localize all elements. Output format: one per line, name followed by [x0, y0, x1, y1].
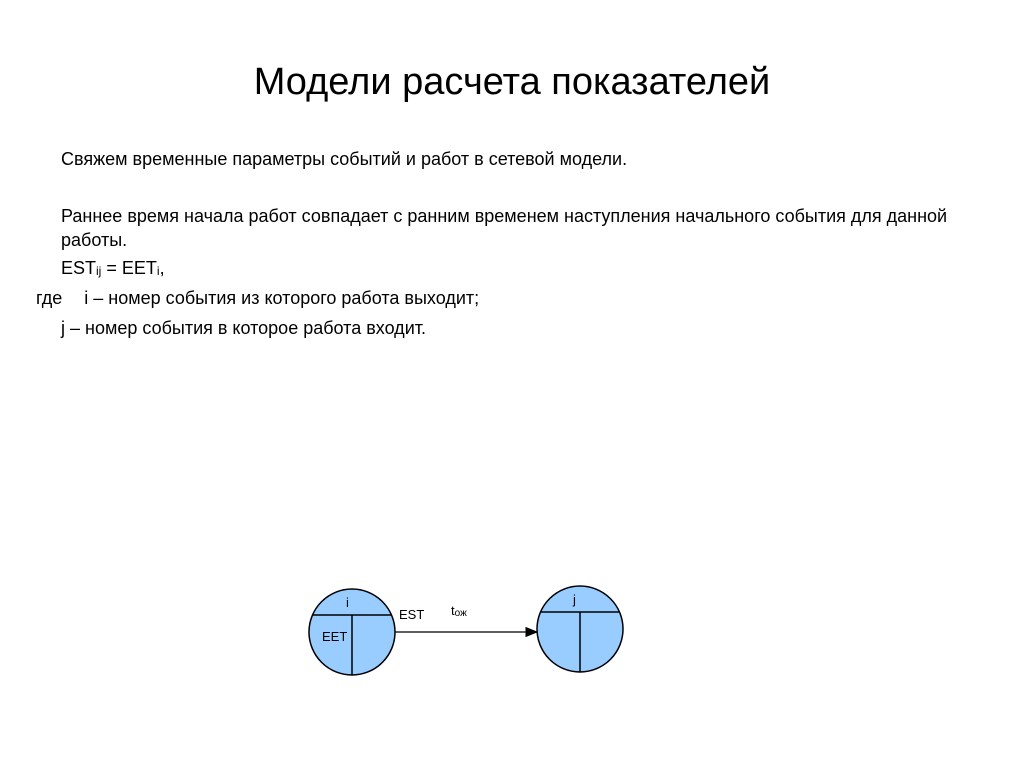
- arrow-t: t: [451, 603, 455, 618]
- arrow-t-label: [451, 603, 467, 619]
- formula-lhs: EST: [61, 258, 97, 278]
- node-i-eet: EET: [322, 629, 348, 644]
- definition-j: j – номер события в которое работа входит.: [61, 318, 426, 338]
- node-i-label: i: [346, 595, 349, 610]
- arrow-est-label: EST: [399, 607, 425, 622]
- slide-title: Модели расчета показателей: [253, 61, 771, 103]
- paragraph-early-start: Раннее время начала работ совпадает с ранним временем наступления начального события для данной работы.: [61, 206, 948, 250]
- paragraph-intro: Свяжем временные параметры событий и работ в сетевой модели.: [61, 149, 628, 169]
- formula-lhs-sub: ij: [96, 264, 102, 278]
- where-word: где: [36, 288, 63, 308]
- event-node-j: [537, 586, 623, 672]
- definition-i: i – номер события из которого работа выходит;: [84, 288, 480, 308]
- node-j-label: j: [573, 592, 576, 607]
- event-node-i: [309, 589, 395, 675]
- arrow-t-sub: ож: [454, 608, 467, 619]
- formula-rhs-sub: i: [156, 264, 160, 278]
- formula-tail: ,: [159, 258, 165, 278]
- formula-eq: = EET: [101, 258, 157, 278]
